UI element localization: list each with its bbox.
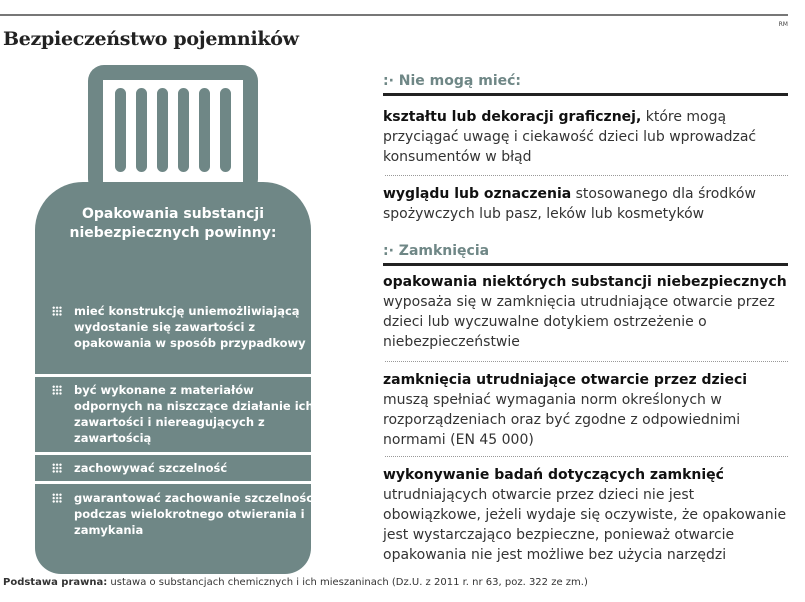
bottle-item [52, 382, 324, 446]
bottle-heading: Opakowania substancji niebezpiecznych powinny: [69, 206, 277, 241]
paragraph [383, 184, 788, 224]
dotted-divider [385, 361, 788, 362]
para-bold: zamknięcia utrudniające otwarcie przez dzieci [383, 372, 748, 388]
cap-grip [103, 80, 243, 183]
para-text: wyposaża się w zamknięcia utrudniające otwarcie przez dzieci lub wyczuwalne dotykiem ostrzeżenie o niebezpieczeństwie [383, 294, 775, 350]
para-text: które mogą przyciągać uwagę i ciekawość dzieci lub wprowadzać konsumentów w błąd [383, 109, 757, 165]
item-text: mieć konstrukcję uniemożliwiającą wydostanie się zawartości z opakowania w sposób przypadkowy [74, 304, 306, 350]
paragraph [383, 107, 788, 167]
para-bold: wykonywanie badań dotyczących zamknięć [383, 467, 724, 483]
page-title: Bezpieczeństwo pojemników [3, 28, 299, 50]
credit: RM [778, 21, 788, 28]
section-header: :· Nie mogą mieć: [383, 73, 788, 96]
bottle-item [52, 490, 324, 538]
footer-text: ustawa o substancjach chemicznych i ich mieszaninach (Dz.U. z 2011 r. nr 63, poz. 322 ze zm.) [107, 577, 588, 588]
item-text: gwarantować zachowanie szczelności podczas wielokrotnego otwierania i zamykania [74, 491, 317, 537]
divider [35, 481, 311, 484]
section-header: :· Zamknięcia [383, 243, 788, 266]
dots-bullet-icon [52, 493, 62, 503]
paragraph [383, 370, 788, 450]
bottle-item [52, 460, 324, 476]
divider [35, 374, 311, 377]
dotted-divider [385, 175, 788, 176]
paragraph [383, 465, 788, 565]
dots-bullet-icon [52, 385, 62, 395]
para-text: muszą spełniać wymagania norm określonych w rozporządzeniach oraz być zgodne z odpowiednimi normami (EN 45 000) [383, 392, 741, 448]
footer-label: Podstawa prawna: [3, 577, 108, 588]
bottle-item [52, 303, 324, 351]
para-text: stosowanego dla środków spożywczych lub pasz, leków lub kosmetyków [383, 186, 756, 222]
dots-bullet-icon [52, 463, 62, 473]
legal-basis [3, 577, 588, 588]
paragraph [383, 272, 788, 352]
divider [35, 452, 311, 455]
para-bold: opakowania niektórych substancji niebezpiecznych [383, 274, 787, 290]
dots-bullet-icon [52, 306, 62, 316]
dotted-divider [385, 456, 788, 457]
top-rule [0, 14, 788, 16]
para-text: utrudniających otwarcie przez dzieci nie jest obowiązkowe, jeżeli wydaje się oczywiste, że opakowanie jest wystarczająco bezpieczne, ponieważ otwarcie opakowania nie jest możliwe bez użycia narzędzi [383, 487, 787, 563]
item-text: zachowywać szczelność [74, 461, 228, 475]
para-bold: kształtu lub dekoracji graficznej, [383, 109, 642, 125]
item-text: być wykonane z materiałów odpornych na niszczące działanie ich zawartości i niereagujących z zawartością [74, 383, 314, 445]
para-bold: wyglądu lub oznaczenia [383, 186, 572, 202]
